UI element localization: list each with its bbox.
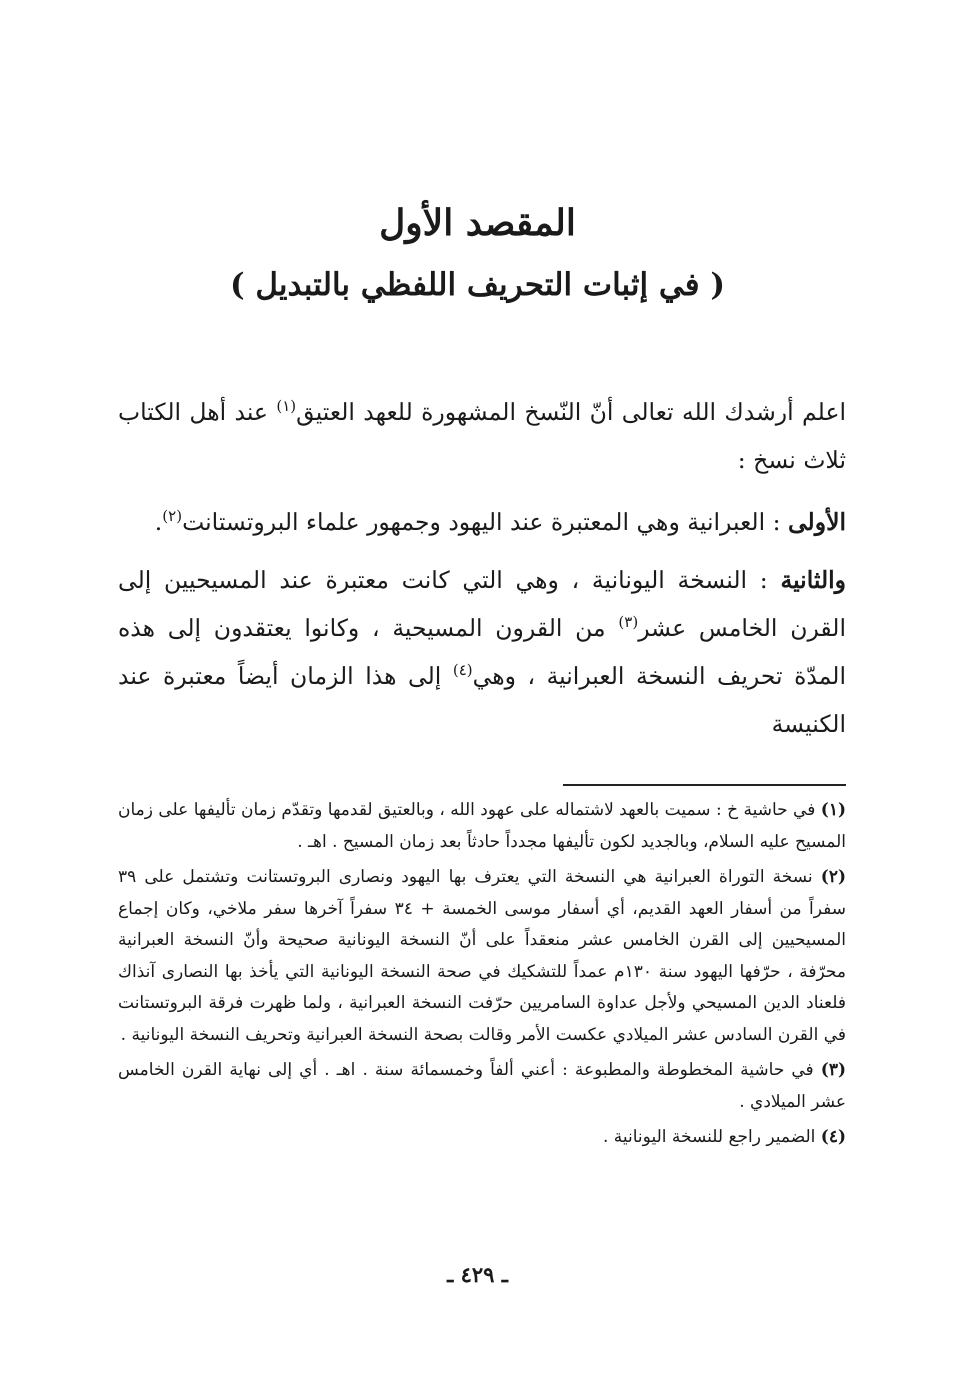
first-lead: الأولى xyxy=(787,508,846,536)
intro-text-end: عند أهل الكتاب ثلاث نسخ : xyxy=(118,398,846,474)
footnote-2 xyxy=(118,862,846,1051)
chapter-subtitle: ( في إثبات التحريف اللفظي بالتبديل ) xyxy=(229,267,726,303)
first-text: : العبرانية وهي المعتبرة عند اليهود وجمهور علماء البروتستانت xyxy=(182,508,788,536)
footnotes xyxy=(118,795,846,1158)
chapter-title: المقصد الأول xyxy=(379,202,576,244)
first-text-end: . xyxy=(154,508,163,536)
intro-paragraph xyxy=(118,388,846,484)
intro-text: اعلم أرشدك الله تعالى أنّ النّسخ المشهورة للعهد العتيق xyxy=(296,398,846,426)
footnote-ref-2[interactable]: (٢) xyxy=(162,507,183,526)
first-copy-paragraph xyxy=(118,498,846,546)
footnote-number-1: (١) xyxy=(820,800,846,820)
footnote-3 xyxy=(118,1055,846,1118)
second-lead: والثانية xyxy=(780,566,846,594)
footnote-number-4: (٤) xyxy=(820,1127,846,1147)
second-text-end: إلى هذا الزمان أيضاً معتبرة عند الكنيسة xyxy=(118,662,846,738)
footnote-4 xyxy=(118,1122,846,1154)
footnote-text-1: في حاشية خ : سميت بالعهد لاشتماله على عهود الله ، وبالعتيق لقدمها وتقدّم زمان تأليفها على زمان المسيح عليه السلام، وبالجديد لكون تأليفها مجدداً حادثاً بعد زمان المسيح . اهـ . xyxy=(118,800,846,852)
footnote-text-2: نسخة التوراة العبرانية هي النسخة التي يعترف بها اليهود ونصارى البروتستانت وتشتمل على ٣٩ سفراً من أسفار العهد القديم، أي أسفار موسى الخمسة + ٣٤ سفراً آخرها سفر ملاخي، وكان إجماع المسيحيين إلى القرن الخامس عشر منعقداً على أنّ النسخة اليونانية صحيحة وأنّ النسخة العبرانية محرّفة ، حرّفها اليهود سنة ١٣٠م عمداً للتشكيك في صحة النسخة اليونانية التي يأخذ بها النصارى آنذاك فلعناد الدين المسيحي ولأجل عداوة السامريين حرّفت النسخة العبرانية ، ولما ظهرت فرقة البروتستانت في القرن السادس عشر الميلادي عكست الأمر وقالت بصحة النسخة العبرانية وتحريف النسخة اليونانية . xyxy=(118,867,847,1045)
footnote-1 xyxy=(118,795,846,858)
footnote-number-3: (٣) xyxy=(820,1060,846,1080)
second-text-mid: من القرون المسيحية ، وكانوا يعتقدون إلى هذه المدّة تحريف النسخة العبرانية ، وهي xyxy=(118,614,846,690)
footnote-ref-1[interactable]: (١) xyxy=(276,397,297,416)
second-copy-paragraph xyxy=(118,556,846,748)
footnote-text-3: في حاشية المخطوطة والمطبوعة : أعني ألفاً وخمسمائة سنة . اهـ . أي إلى نهاية القرن الخامس عشر الميلادي . xyxy=(118,1060,846,1112)
footnote-text-4: الضمير راجع للنسخة اليونانية . xyxy=(602,1127,821,1147)
page-number: ـ ٤٢٩ ـ xyxy=(447,1262,508,1287)
footnote-ref-4[interactable]: (٤) xyxy=(452,661,473,680)
main-text xyxy=(118,388,846,758)
footnote-number-2: (٢) xyxy=(820,867,846,887)
footnote-separator xyxy=(563,784,846,786)
footnote-ref-3[interactable]: (٣) xyxy=(618,613,639,632)
second-text: : النسخة اليونانية ، وهي التي كانت معتبرة عند المسيحيين إلى القرن الخامس عشر xyxy=(118,566,847,642)
